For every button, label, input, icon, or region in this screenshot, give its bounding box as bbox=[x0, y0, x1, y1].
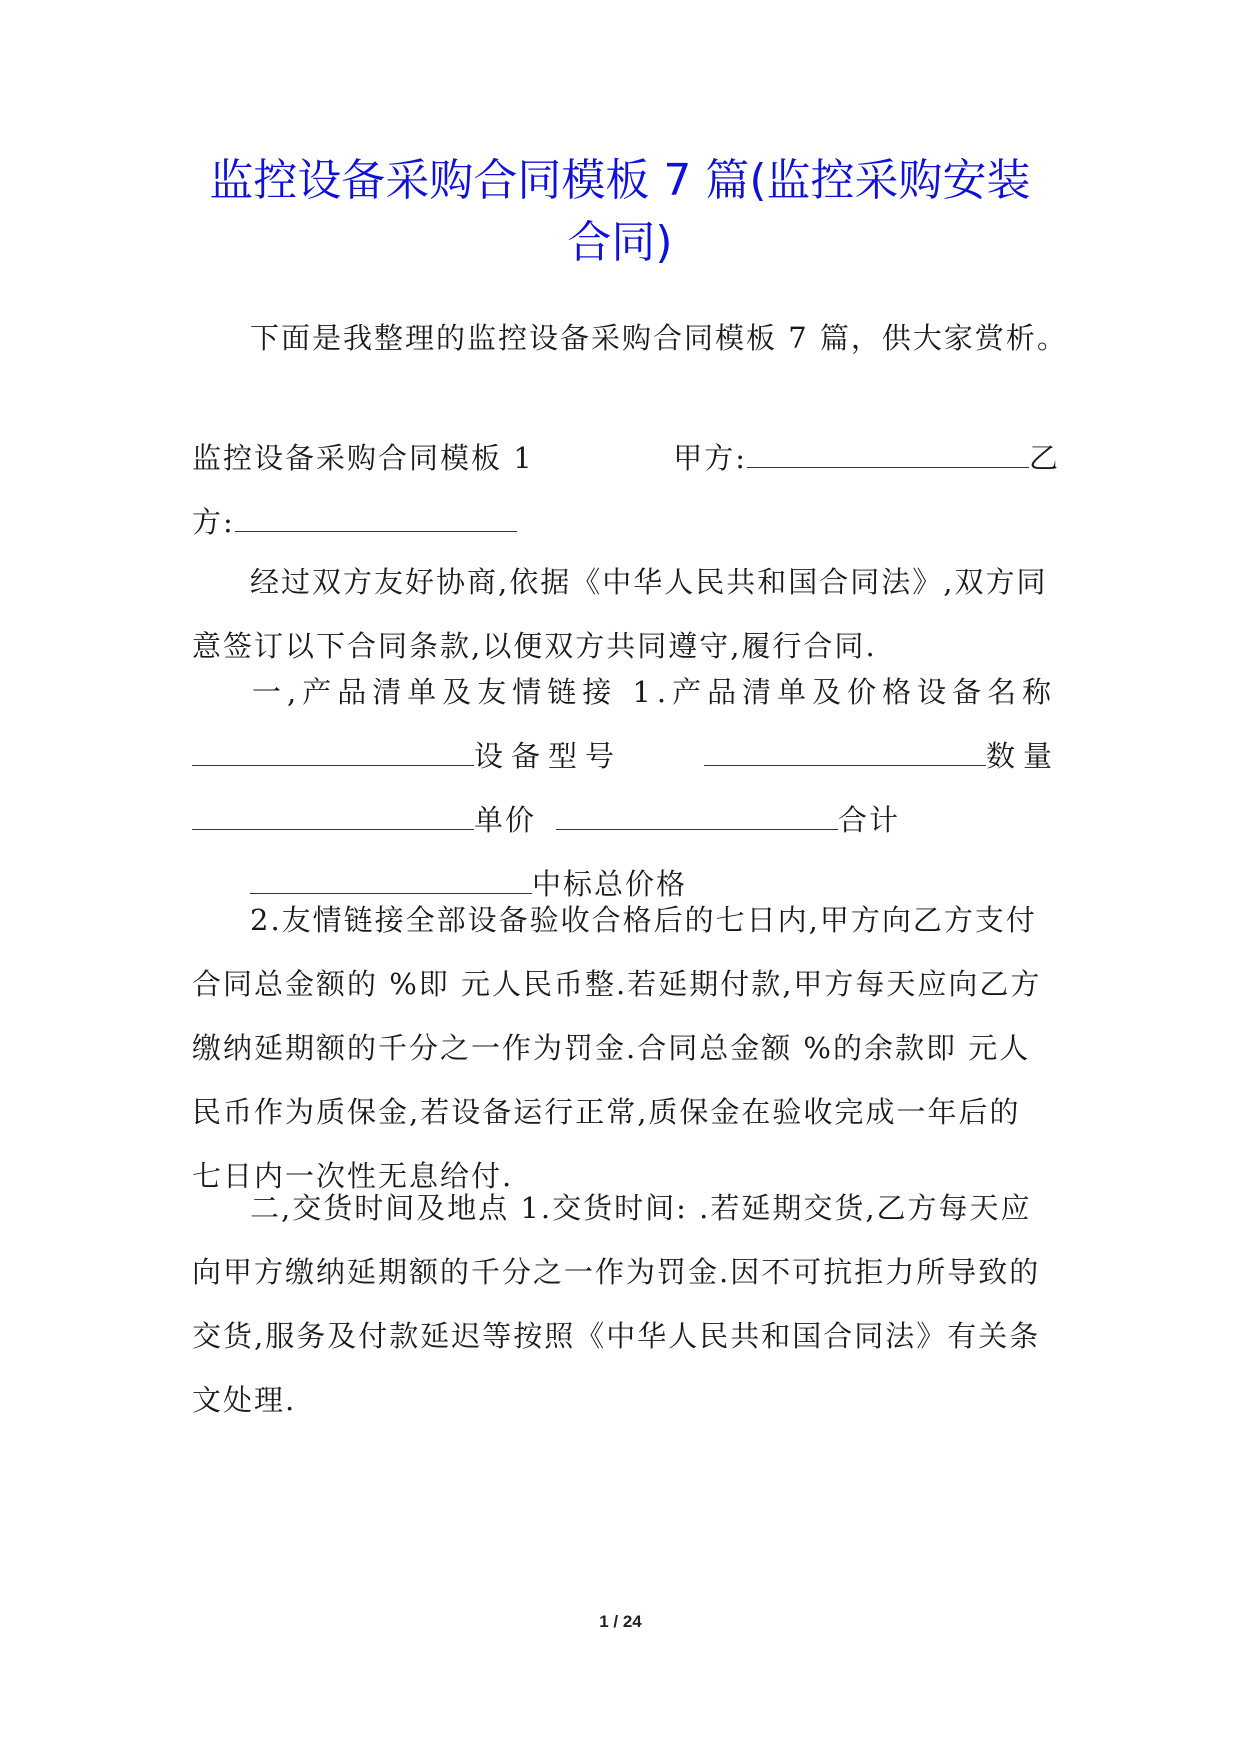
party-a bbox=[673, 426, 1060, 490]
negotiation-line-1: 经过双方友好协商,依据《中华人民共和国合同法》,双方同 bbox=[250, 565, 1048, 599]
section-1-heading: 一,产品清单及友情链接 1.产品清单及价格设备名称 bbox=[252, 675, 1058, 709]
contract-header bbox=[192, 426, 1060, 554]
device-name-blank bbox=[192, 731, 474, 766]
document-title bbox=[150, 150, 1090, 274]
party-a-label: 甲方: bbox=[673, 441, 747, 475]
unit-price-label: 单价 bbox=[474, 803, 537, 837]
title-line-2: 合同) bbox=[567, 217, 673, 268]
payment-line-5: 七日内一次性无息给付. bbox=[192, 1159, 514, 1193]
payment-line-3: 缴纳延期额的千分之一作为罚金.合同总金额 %的余款即 元人 bbox=[192, 1031, 1031, 1065]
unit-price-blank bbox=[556, 795, 838, 830]
party-b-label-end: 方: bbox=[192, 505, 235, 539]
intro-text: 下面是我整理的监控设备采购合同模板 7 篇，供大家赏析。 bbox=[250, 321, 1068, 355]
section-2-line-4: 文处理. bbox=[192, 1383, 297, 1417]
parties-line bbox=[192, 426, 1060, 490]
page-number: 1 / 24 bbox=[599, 1612, 642, 1631]
bid-price-label: 中标总价格 bbox=[532, 867, 688, 901]
product-line-2 bbox=[192, 788, 1060, 852]
section-2-line-1: 二,交货时间及地点 1.交货时间: .若延期交货,乙方每天应 bbox=[250, 1191, 1032, 1225]
intro-paragraph bbox=[192, 306, 1068, 370]
section-2-line-3: 交货,服务及付款延迟等按照《中华人民共和国合同法》有关条 bbox=[192, 1319, 1041, 1353]
model-blank-wrap bbox=[704, 724, 1060, 788]
payment-paragraph bbox=[192, 888, 1060, 1208]
party-b-line bbox=[192, 490, 1060, 554]
model-label: 设备型号 bbox=[474, 739, 623, 773]
product-line-1 bbox=[192, 724, 1060, 788]
template-name: 监控设备采购合同模板 1 bbox=[192, 441, 534, 475]
quantity-label: 数量 bbox=[985, 739, 1060, 773]
party-b-label-start: 乙 bbox=[1028, 441, 1060, 475]
payment-line-2: 合同总金额的 %即 元人民币整.若延期付款,甲方每天应向乙方 bbox=[192, 967, 1042, 1001]
negotiation-line-2: 意签订以下合同条款,以便双方共同遵守,履行合同. bbox=[192, 629, 877, 663]
model-blank bbox=[704, 731, 986, 766]
payment-line-4: 民币作为质保金,若设备运行正常,质保金在验收完成一年后的 bbox=[192, 1095, 1021, 1129]
section-2-line-2: 向甲方缴纳延期额的千分之一作为罚金.因不可抗拒力所导致的 bbox=[192, 1255, 1041, 1289]
total-label: 合计 bbox=[838, 803, 901, 837]
device-name-blank-wrap bbox=[192, 724, 622, 788]
quantity-blank bbox=[192, 795, 474, 830]
payment-line-1: 2.友情链接全部设备验收合格后的七日内,甲方向乙方支付 bbox=[250, 903, 1037, 937]
section-2 bbox=[192, 1176, 1060, 1432]
negotiation-paragraph bbox=[192, 550, 1060, 678]
title-line-1: 监控设备采购合同模板 7 篇(监控采购安装 bbox=[209, 155, 1031, 206]
party-b-blank bbox=[235, 497, 517, 532]
party-a-blank bbox=[747, 433, 1029, 468]
section-1 bbox=[192, 660, 1060, 916]
